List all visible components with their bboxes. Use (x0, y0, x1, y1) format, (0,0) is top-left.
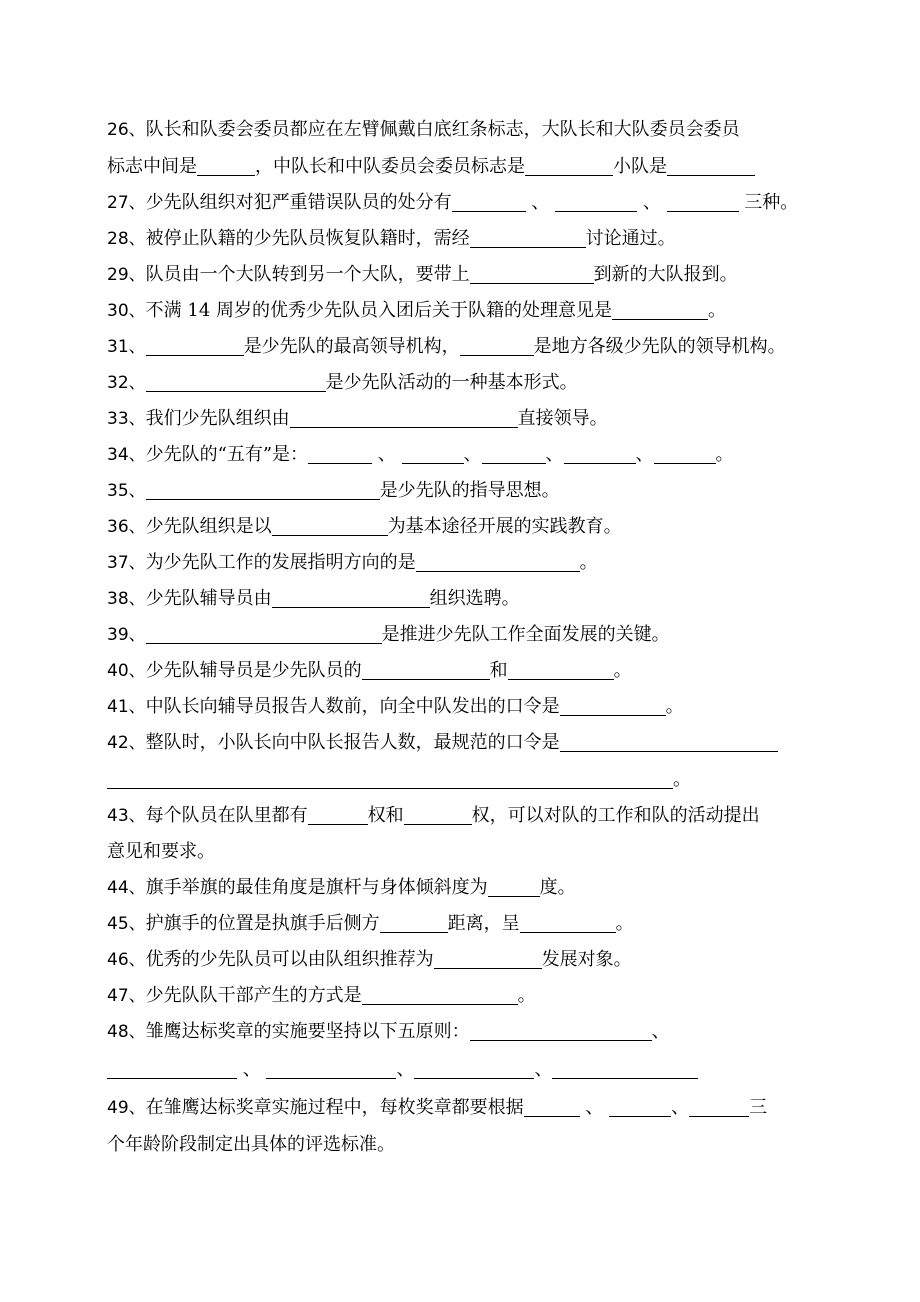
question-26-line-2 (107, 155, 755, 179)
answer-blank[interactable] (508, 661, 614, 680)
question-text: 度。 (539, 877, 576, 898)
question-number: 42、 (107, 733, 146, 753)
question-46 (107, 948, 632, 972)
question-text: 是少先队的指导思想。 (379, 480, 560, 501)
question-text: 组织选聘。 (429, 588, 520, 609)
question-text: 个年龄阶段制定出具体的评选标准。 (107, 1134, 395, 1155)
answer-blank[interactable] (434, 950, 542, 969)
answer-blank[interactable] (146, 625, 382, 644)
question-number: 27、 (107, 193, 146, 213)
question-text: 权和 (367, 805, 404, 826)
question-36 (107, 515, 622, 539)
separator: 、 (372, 444, 402, 465)
question-text: 为基本途径开展的实践教育。 (387, 516, 622, 537)
answer-blank[interactable] (362, 986, 518, 1005)
question-38 (107, 587, 520, 611)
question-31 (107, 335, 786, 359)
question-number: 36、 (107, 517, 146, 537)
question-34 (107, 443, 734, 467)
question-number: 44、 (107, 878, 146, 898)
question-number: 38、 (107, 589, 146, 609)
answer-blank[interactable] (272, 517, 388, 536)
question-text: 少先队组织对犯严重错误队员的处分有 (145, 192, 452, 213)
question-text: 旗手举旗的最佳角度是旗杆与身体倾斜度为 (145, 877, 488, 898)
question-26-line-1 (107, 118, 740, 142)
answer-blank[interactable] (266, 1060, 396, 1079)
question-text: 少先队的“五有”是： (145, 444, 309, 465)
question-text: 少先队队干部产生的方式是 (145, 985, 362, 1006)
question-number: 32、 (107, 373, 146, 393)
question-text: 不满 14 周岁的优秀少先队员入团后关于队籍的处理意见是 (145, 300, 612, 321)
question-number: 37、 (107, 553, 146, 573)
separator: 、 (579, 1097, 610, 1118)
answer-blank[interactable] (404, 806, 472, 825)
separator: 、 (637, 192, 667, 213)
question-44 (107, 876, 576, 900)
question-text: 。 (517, 985, 536, 1006)
answer-blank[interactable] (470, 265, 594, 284)
question-number: 34、 (107, 445, 146, 465)
answer-blank[interactable] (107, 1060, 237, 1079)
answer-blank[interactable] (146, 481, 380, 500)
question-45 (107, 912, 634, 936)
question-text: 每个队员在队里都有 (145, 805, 308, 826)
question-number: 46、 (107, 950, 146, 970)
question-number: 28、 (107, 229, 146, 249)
question-text: 队长和队委会委员都应在左臂佩戴白底红条标志，大队长和大队委员会委员 (145, 119, 740, 140)
question-number: 47、 (107, 986, 146, 1006)
separator: 、 (545, 444, 564, 465)
answer-blank[interactable] (470, 229, 586, 248)
question-42-line-1 (107, 731, 778, 755)
question-text: 在雏鹰达标奖章实施过程中，每枚奖章都要根据 (145, 1097, 524, 1118)
question-text: 雏鹰达标奖章的实施要坚持以下五原则： (145, 1021, 470, 1042)
question-text: 距离，呈 (447, 913, 520, 934)
question-35 (107, 479, 560, 503)
answer-blank[interactable] (488, 878, 540, 897)
separator: 、 (525, 192, 556, 213)
answer-blank[interactable] (308, 445, 372, 464)
answer-blank[interactable] (564, 445, 636, 464)
answer-blank[interactable] (689, 1098, 749, 1117)
answer-blank[interactable] (654, 445, 716, 464)
answer-blank[interactable] (146, 337, 244, 356)
separator: 、 (534, 1059, 553, 1080)
answer-blank[interactable] (560, 733, 778, 752)
question-43-line-1 (107, 804, 760, 828)
question-text: 少先队组织是以 (145, 516, 272, 537)
answer-blank[interactable] (290, 409, 518, 428)
separator: 、 (635, 444, 654, 465)
question-32 (107, 371, 578, 395)
question-49-line-2 (107, 1133, 395, 1157)
answer-blank[interactable] (416, 553, 580, 572)
question-text: 讨论通过。 (585, 228, 676, 249)
question-30 (107, 299, 726, 323)
answer-blank[interactable] (308, 806, 368, 825)
question-text: 护旗手的位置是执旗手后侧方 (145, 913, 380, 934)
question-41 (107, 695, 684, 719)
question-text: 队员由一个大队转到另一个大队，要带上 (145, 264, 470, 285)
answer-blank[interactable] (402, 445, 464, 464)
question-33 (107, 407, 608, 431)
answer-blank[interactable] (524, 1098, 580, 1117)
question-number: 40、 (107, 661, 146, 681)
answer-blank[interactable] (460, 337, 534, 356)
answer-blank[interactable] (560, 697, 666, 716)
question-text: 。 (579, 552, 598, 573)
answer-blank[interactable] (452, 193, 526, 212)
answer-blank[interactable] (482, 445, 546, 464)
question-39 (107, 623, 670, 647)
question-48-line-2 (107, 1058, 698, 1082)
question-text: 少先队辅导员是少先队员的 (145, 660, 362, 681)
question-text: 标志中间是 (107, 156, 197, 177)
answer-blank[interactable] (552, 1060, 698, 1079)
question-text: 小队是 (613, 156, 667, 177)
question-27 (107, 191, 798, 215)
question-number: 41、 (107, 697, 146, 717)
question-text: ，中队长和中队委员会委员标志是 (255, 156, 525, 177)
question-text: 中队长向辅导员报告人数前，向全中队发出的口令是 (145, 696, 560, 717)
question-49-line-1 (107, 1096, 767, 1120)
question-number: 35、 (107, 481, 146, 501)
question-text: 发展对象。 (541, 949, 632, 970)
answer-blank[interactable] (609, 1098, 671, 1117)
question-text: 是少先队的最高领导机构， (243, 336, 460, 357)
question-text: 三 (749, 1097, 768, 1118)
answer-blank[interactable] (362, 661, 490, 680)
question-number: 31、 (107, 337, 146, 357)
question-text: 我们少先队组织由 (145, 408, 290, 429)
question-text: 整队时，小队长向中队长报告人数，最规范的口令是 (145, 732, 560, 753)
separator: 、 (671, 1097, 690, 1118)
question-text: 到新的大队报到。 (593, 264, 738, 285)
question-42-line-2 (107, 768, 691, 792)
answer-blank[interactable] (612, 301, 708, 320)
question-48-line-1 (107, 1020, 670, 1044)
answer-blank[interactable] (667, 193, 739, 212)
question-text: 。 (665, 696, 684, 717)
question-text: 和 (489, 660, 508, 681)
answer-blank[interactable] (520, 914, 616, 933)
question-number: 29、 (107, 265, 146, 285)
question-43-line-2 (107, 840, 215, 864)
separator: 、 (463, 444, 482, 465)
question-text: 直接领导。 (517, 408, 608, 429)
question-text: 。 (615, 913, 634, 934)
question-text: 权，可以对队的工作和队的活动提出 (471, 805, 760, 826)
answer-blank[interactable] (197, 157, 255, 176)
question-text: 。 (708, 300, 726, 321)
answer-blank[interactable] (414, 1060, 534, 1079)
answer-blank[interactable] (667, 157, 755, 176)
question-number: 45、 (107, 914, 146, 934)
question-text: 三种。 (738, 192, 799, 213)
question-text: 为少先队工作的发展指明方向的是 (145, 552, 416, 573)
answer-blank[interactable] (272, 589, 430, 608)
question-number: 48、 (107, 1022, 146, 1042)
question-text: 。 (613, 660, 632, 681)
question-text: 意见和要求。 (107, 841, 215, 862)
question-37 (107, 551, 598, 575)
question-text: 。 (715, 444, 734, 465)
question-text: 少先队辅导员由 (145, 588, 272, 609)
answer-blank[interactable] (146, 373, 326, 392)
question-number: 33、 (107, 409, 146, 429)
answer-blank[interactable] (555, 193, 637, 212)
answer-blank[interactable] (470, 1022, 652, 1041)
question-text: 被停止队籍的少先队员恢复队籍时，需经 (145, 228, 470, 249)
question-number: 49、 (107, 1098, 146, 1118)
question-text: 优秀的少先队员可以由队组织推荐为 (145, 949, 434, 970)
answer-blank[interactable] (525, 157, 613, 176)
question-29 (107, 263, 738, 287)
separator: 、 (396, 1059, 415, 1080)
question-text: 是少先队活动的一种基本形式。 (325, 372, 578, 393)
question-40 (107, 659, 632, 683)
question-number: 43、 (107, 806, 146, 826)
separator: 、 (237, 1059, 267, 1080)
answer-blank[interactable] (107, 770, 673, 789)
question-28 (107, 227, 676, 251)
question-47 (107, 984, 536, 1008)
question-number: 30、 (107, 301, 146, 321)
question-number: 39、 (107, 625, 146, 645)
question-text: 是推进少先队工作全面发展的关键。 (381, 624, 670, 645)
question-number: 26、 (107, 120, 146, 140)
answer-blank[interactable] (380, 914, 448, 933)
question-text: 。 (673, 769, 691, 790)
separator: 、 (651, 1021, 670, 1042)
question-text: 是地方各级少先队的领导机构。 (533, 336, 786, 357)
